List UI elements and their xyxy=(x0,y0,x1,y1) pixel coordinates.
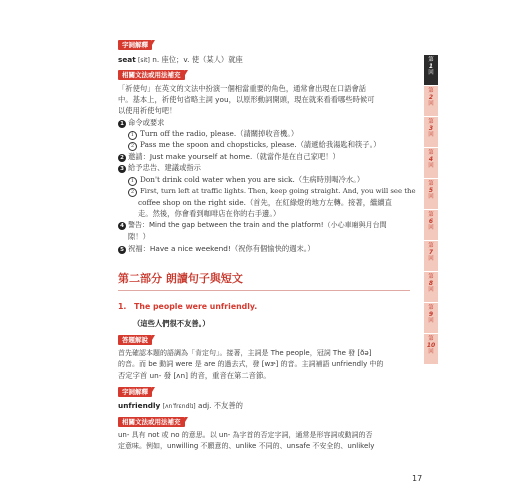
tab-chapter-7[interactable] xyxy=(424,241,438,271)
answer-line-2: 的音。而 be 動詞 were 是 are 的過去式，發 [wɝ] 的音。主詞補語 unfriendly 中的 xyxy=(118,360,384,368)
entry-def: adj. 不友善的 xyxy=(197,401,243,410)
sub-item-continued: 走。然後，你會看到咖啡店在你的右手邊。） xyxy=(138,209,281,218)
tab-prefix: 第 xyxy=(428,274,434,280)
sub-item-text: Pass me the spoon and chopsticks, please.（請遞給我湯匙和筷子。） xyxy=(140,140,381,149)
tab-suffix: 回 xyxy=(428,225,434,231)
grammar-supplement-tag: 相關文法或用法補充 xyxy=(118,417,185,427)
tab-chapter-2[interactable] xyxy=(424,86,438,116)
tab-number: 5 xyxy=(428,186,434,194)
tab-number: 6 xyxy=(428,217,434,225)
section-divider xyxy=(118,290,410,291)
number-badge: 2 xyxy=(118,154,126,162)
tab-number: 2 xyxy=(428,93,434,101)
entry-word: unfriendly xyxy=(118,401,161,410)
tab-chapter-10[interactable] xyxy=(424,334,438,364)
tab-suffix: 回 xyxy=(428,101,434,107)
entry-word: seat xyxy=(118,55,136,64)
tab-suffix: 回 xyxy=(428,349,434,355)
tab-suffix: 回 xyxy=(428,163,434,169)
unfriendly-entry xyxy=(118,400,243,412)
answer-explanation-tag: 答題解說 xyxy=(118,335,152,345)
sentence-heading xyxy=(118,302,257,311)
tab-prefix: 第 xyxy=(428,336,434,342)
answer-line-1: 首先確認本題的語調為「肯定句」。接著，主詞是 The people，冠詞 The 發 [ðə] xyxy=(118,349,372,357)
circle-number: 2 xyxy=(128,142,137,151)
sub-item xyxy=(128,139,381,151)
intro-line-3: 以使用祈使句吧！ xyxy=(118,106,177,115)
entry-pron: [ʌnˈfrɛndlɪ] xyxy=(162,403,196,410)
tab-prefix: 第 xyxy=(428,150,434,156)
tab-prefix: 第 xyxy=(428,181,434,187)
number-badge: 1 xyxy=(118,120,126,128)
item-text: 祝福：Have a nice weekend!（祝你有個愉快的週末。） xyxy=(128,244,315,253)
grammar-supplement-tag: 相關文法或用法補充 xyxy=(118,70,185,80)
circle-number: 2 xyxy=(128,188,137,197)
item-text-continued: 隙！） xyxy=(128,232,150,241)
tab-suffix: 回 xyxy=(428,287,434,293)
list-item xyxy=(118,162,201,173)
tab-chapter-4[interactable] xyxy=(424,148,438,178)
tab-prefix: 第 xyxy=(428,212,434,218)
word-explanation-tag: 字詞解釋 xyxy=(118,40,152,50)
tab-number: 1 xyxy=(428,62,434,70)
tab-suffix: 回 xyxy=(428,194,434,200)
tab-prefix: 第 xyxy=(428,57,434,63)
tab-suffix: 回 xyxy=(428,132,434,138)
intro-line-2: 中。基本上，祈使句省略主詞 you，以原形動詞開頭，現在就來看看哪些時候可 xyxy=(118,95,375,104)
circle-number: 1 xyxy=(128,131,137,140)
number-badge: 3 xyxy=(118,165,126,173)
tab-chapter-6[interactable] xyxy=(424,210,438,240)
tab-suffix: 回 xyxy=(428,70,434,76)
list-item xyxy=(118,220,387,231)
sentence-translation: （這些人們很不友善。） xyxy=(133,319,210,328)
sub-item xyxy=(128,174,364,186)
tab-number: 7 xyxy=(428,248,434,256)
list-item xyxy=(118,243,315,254)
number-badge: 4 xyxy=(118,222,126,230)
word-explanation-tag: 字詞解釋 xyxy=(118,387,152,397)
entry-def: n. 座位；v. 使（某人）就座 xyxy=(152,55,243,64)
list-item xyxy=(118,151,340,162)
tab-chapter-9[interactable] xyxy=(424,303,438,333)
grammar-line-1: un- 具有 not 或 no 的意思。以 un- 為字首的否定字詞，通常是形容詞或動詞的否 xyxy=(118,431,373,439)
entry-pron: [sit] xyxy=(138,57,150,64)
tab-number: 4 xyxy=(428,155,434,163)
item-text: 給予忠告、建議或指示 xyxy=(128,163,201,172)
grammar-line-2: 定意味。例如，unwilling 不願意的、unlike 不同的、unsafe 不安全的、unlikely xyxy=(118,442,375,450)
tab-chapter-5[interactable] xyxy=(424,179,438,209)
section-title: 第二部分 朗讀句子與短文 xyxy=(118,272,243,285)
tab-number: 3 xyxy=(428,124,434,132)
tab-prefix: 第 xyxy=(428,88,434,94)
tab-prefix: 第 xyxy=(428,243,434,249)
circle-number: 1 xyxy=(128,177,137,186)
number-badge: 5 xyxy=(118,246,126,254)
answer-line-3: 否定字首 un- 發 [ʌn] 的音，重音在第二音節。 xyxy=(118,371,271,380)
item-text: 邀請：Just make yourself at home.（就當作是在自己家吧！） xyxy=(128,152,340,161)
tab-chapter-8[interactable] xyxy=(424,272,438,302)
tab-number: 8 xyxy=(428,279,434,287)
tab-prefix: 第 xyxy=(428,119,434,125)
sub-item-text: Turn off the radio, please.（請關掉收音機。） xyxy=(140,129,299,138)
tab-chapter-1[interactable] xyxy=(424,55,438,85)
sub-item-continued: coffee shop on the right side.（首先，在紅綠燈的地方左轉。接著，繼續直 xyxy=(138,198,392,207)
sentence-number: 1. xyxy=(118,302,127,311)
sub-item-text: First, turn left at traffic lights. Then, keep going straight. And, you will see the xyxy=(140,187,416,195)
item-text: 警告：Mind the gap between the train and the platform!（小心車廂與月台間 xyxy=(128,221,387,229)
item-text: 命令或要求 xyxy=(128,118,165,127)
page-number: 17 xyxy=(412,474,423,483)
seat-entry xyxy=(118,54,243,66)
tab-number: 9 xyxy=(428,310,434,318)
sub-item xyxy=(128,186,416,197)
sub-item-text: Don't drink cold water when you are sick.（生病時別喝冷水。） xyxy=(140,175,365,184)
list-item xyxy=(118,117,164,128)
tab-suffix: 回 xyxy=(428,256,434,262)
sentence-text: The people were unfriendly. xyxy=(134,302,258,311)
tab-suffix: 回 xyxy=(428,318,434,324)
intro-line-1: 「祈使句」在英文的文法中扮演一個相當重要的角色，通常會出現在口語會話 xyxy=(118,84,367,93)
tab-number: 10 xyxy=(426,341,436,349)
tab-chapter-3[interactable] xyxy=(424,117,438,147)
tab-prefix: 第 xyxy=(428,305,434,311)
